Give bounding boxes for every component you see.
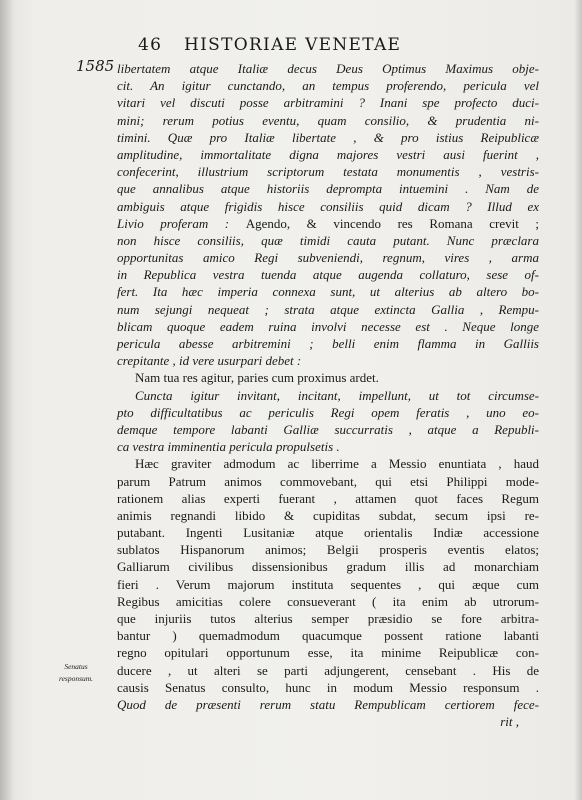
text-line: libertatem atque Italiæ decus Deus Optimus Maximus obje- — [117, 61, 539, 76]
text-line: fert. Ita hæc imperia connexa sunt, ut alterius ab altero bo- — [117, 284, 539, 300]
text-line: Regibus amicitias colere consueverant ( ita enim ab utrorum- — [117, 593, 539, 609]
text-line: blicam quoque eadem ruina involvi necesse est . Neque longe — [117, 318, 539, 334]
text-line-italic-part: Livio proferam : — [117, 215, 246, 231]
text-line: ambiguis atque frigidis hisce consiliis quid dicam ? Illud ex — [117, 198, 539, 214]
text-line — [117, 215, 539, 232]
text-line: amplitudine, immortalitate digna majores vestri ausi fuerint , — [117, 146, 539, 162]
text-line: mini; rerum potius eventu, quam consilio, & prudentia ni- — [117, 112, 539, 128]
running-head — [138, 35, 536, 57]
text-line: fieri . Verum majorum instituta sequentes , qui æque cum — [117, 576, 539, 592]
text-line: opportunitas amico Regi subveniendi, regnum, vires , arma — [117, 250, 539, 266]
page-title: HISTORIAE VENETAE — [184, 35, 402, 55]
text-line: Hæc graviter admodum ac liberrime a Messio enuntiata , haud — [135, 456, 539, 472]
text-line: timini. Quæ pro Italiæ libertate , & pro istius Reipublicæ — [117, 129, 539, 145]
body-text — [117, 60, 539, 730]
text-line: Cuncta igitur invitant, incitant, impellunt, ut tot circumse- — [135, 387, 539, 403]
page-number: 46 — [138, 35, 163, 55]
text-line: que annalibus atque historiis deprompta intuemini . Nam de — [117, 181, 539, 197]
text-line: pto difficultatibus ac periculis Regi opem feratis , uno eo- — [117, 404, 539, 420]
text-line: que injuriis tutos alterius semper præsidio se fore arbitra- — [117, 611, 539, 626]
text-line: confecerint, illustrium scriptorum testata monumentis , vestris- — [117, 164, 539, 180]
text-line: sublatos Hispanorum animos; Belgii prosperis eventis elatos; — [117, 542, 539, 558]
margin-note-senatus: Senatus — [64, 662, 88, 671]
margin-year: 1585 — [76, 57, 115, 75]
text-line: parum Patrum animos commovebant, qui etsi Philippi mode- — [117, 473, 539, 489]
text-line: Quod de præsenti rerum statu Rempublicam certiorem fece- — [117, 696, 539, 712]
text-line: ca vestra imminentia pericula propulsetis . — [117, 439, 340, 455]
text-line: rationem alias experti fuerant , attamen quot faces Regum — [117, 490, 539, 506]
text-line: cit. An igitur cunctando, an tempus proferendo, pericula vel — [117, 78, 539, 94]
text-line: non hisce consiliis, quæ timidi cauta putant. Nunc præclara — [117, 232, 539, 248]
text-line: pericula abesse arbitremini ; belli enim flamma in Galliis — [117, 336, 539, 351]
text-line: regno opitulari opportunum esse, ita minime Reipublicæ con- — [117, 645, 539, 661]
text-line: demque tempore labanti Galliæ succurratis , atque a Republi- — [117, 421, 539, 437]
text-line: Galliarum civilibus dissensionibus gradum illis ad monarchiam — [117, 559, 539, 575]
margin-note-responsum: responsum. — [58, 674, 94, 683]
gutter-shadow — [0, 0, 14, 800]
text-line: animis regnandi libido & cupiditas subdat, secum ipsi re- — [117, 507, 539, 523]
page-edge-shadow — [574, 0, 582, 800]
text-line: crepitante , id vere usurpari debet : — [117, 353, 302, 369]
text-line: in Republica vestra tuenda atque augenda collaturo, sese of- — [117, 267, 539, 283]
text-line: vitari vel discuti posse arbitramini ? Inani spe profecto duci- — [117, 95, 539, 111]
text-line: rit , — [500, 714, 519, 730]
text-line: ducere , ut alteri se parti adjungerent, censebant . His de — [117, 662, 539, 678]
text-line-roman-part: Agendo, & vincendo res Romana crevit ; — [245, 215, 539, 231]
text-line: putabant. Ingenti Lusitaniæ atque orientalis Indiæ accessione — [117, 525, 539, 541]
text-line: causis Senatus consulto, hunc in modum Messio responsum . — [117, 679, 539, 695]
text-line: Nam tua res agitur, paries cum proximus ardet. — [135, 370, 379, 386]
text-line: num sejungi nequeat ; strata atque extincta Gallia , Rempu- — [117, 301, 539, 317]
text-line: bantur ) quemadmodum quacumque possent ratione labanti — [117, 628, 539, 644]
